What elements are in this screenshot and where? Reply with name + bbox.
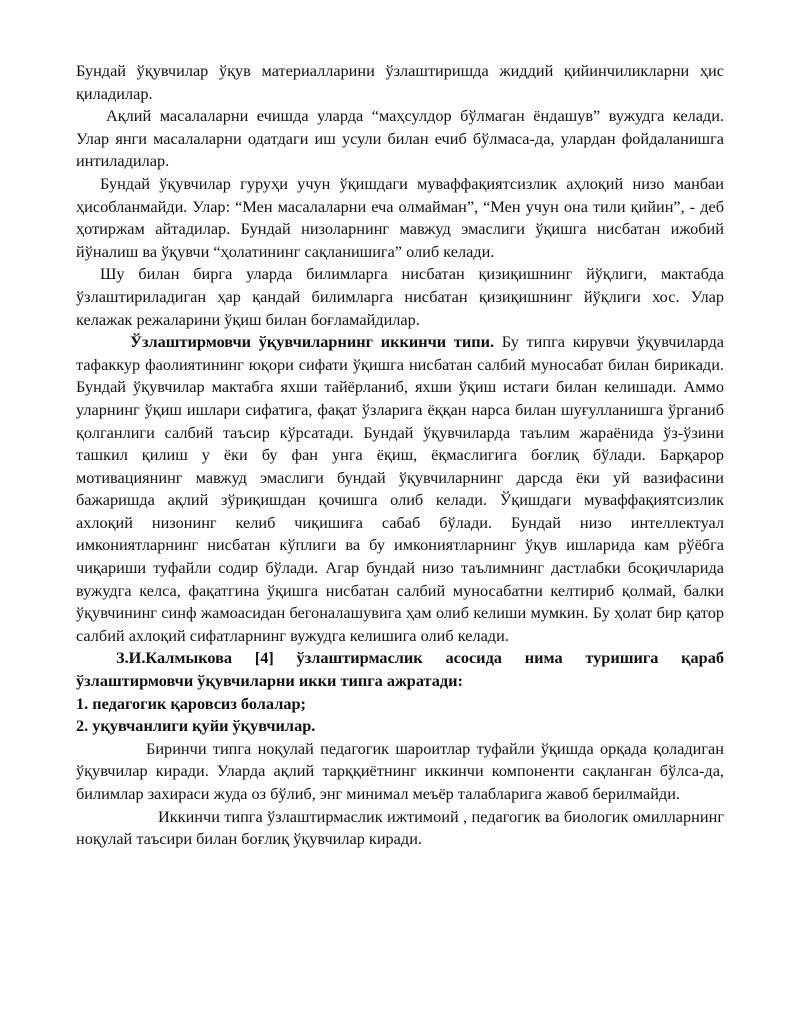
paragraph-3: Бундай ўқувчилар гуруҳи учун ўқишдаги муваффақиятсизлик аҳлоқий низо манбаи ҳисобланмайди. Улар: “Мен масалаларни еча олмайман”, “Мен учун она тили қийин”, - деб ҳотиржам айтадилар. Бундай низоларнинг мавжуд эмаслиги ўқишга нисбатан ижобий йўналиш ва ўқувчи “ҳолатининг сақланишига” олиб келади.	[76, 173, 724, 261]
list-item-1-text: 1. педагогик қаровсиз болалар;	[76, 693, 306, 713]
paragraph-5-text: Бу типга кирувчи ўқувчиларда тафаккур фаолиятининг юқори сифати ўқишга нисбатан салбий муносабат билан бирикади. Бундай ўқувчилар мактабга яхши тайёрланиб, яхши ўқиш истаги билан келишади. Аммо уларнинг ўқиш ишлари сифатига, фақат ўзларига ёққан нарса билан шуғулланишга ўрганиб қолганлиги салбий таъсир кўрсатади. Бундай ўқувчиларда таълим жараёнида ўз-ўзини ташкил қилиш у ёки бу фан унга ёқиш, ёқмаслигига боғлиқ бўлади. Барқарор мотивациянинг мавжуд эмаслиги бундай ўқувчиларнинг дарсда ёки уй вазифасини бажаришда ақлий зўриқишдан қочишга олиб келади. Ўқишдаги муваффақиятсизлик ахлоқий низонинг келиб чиқишига сабаб бўлади. Бундай низо интеллектуал имкониятларнинг нисбатан кўплиги ва бу имкониятларнинг ўқув ишларида кам рўёбга чиқариши туфайли содир бўлади. Агар бундай низо таълимнинг дастлабки бсоқичларида вужудга келса, фақатгина ўқишга нисбатан салбий муносабатни келтириб қолмай, балки ўқувчининг синф жамоасидан бегоналашувига ҳам олиб келиши мумкин. Бу ҳолат бир қатор салбий ахлоқий сифатларнинг вужудга келишига олиб келади.	[76, 332, 724, 645]
document-page	[76, 60, 724, 851]
paragraph-8: Иккинчи типга ўзлаштирмаслик ижтимоий , педагогик ва биологик омилларнинг ноқулай таъсири билан боғлиқ ўқувчилар киради.	[76, 806, 724, 849]
section-heading-second-type: Ўзлаштирмовчи ўқувчиларнинг иккинчи типи.	[130, 332, 495, 352]
paragraph-1: Бундай ўқувчилар ўқув материалларини ўзлаштиришда жиддий қийинчиликларни ҳис қиладилар.	[76, 61, 724, 103]
paragraph-5	[76, 331, 724, 647]
paragraph-6	[76, 647, 724, 692]
list-item-2-text: 2. уқувчанлиги қуйи ўқувчилар.	[76, 716, 316, 736]
paragraph-2: Ақлий масалаларни ечишда уларда “маҳсулдор бўлмаган ёндашув” вужудга келади. Улар янги масалаларни одатдаги иш усули билан ечиб бўлмаса-да, улардан фойдаланишга интиладилар.	[76, 106, 724, 171]
list-item-1	[76, 693, 724, 716]
classification-heading: З.И.Калмыкова [4] ўзлаштирмаслик асосида нима туришига қараб ўзлаштирмовчи ўқувчиларни икки типга ажратади:	[76, 648, 724, 691]
list-item-2	[76, 715, 724, 738]
paragraph-4: Шу билан бирга уларда билимларга нисбатан қизиқишнинг йўқлиги, мактабда ўзлаштириладиган ҳар қандай билимларга нисбатан қизиқишнинг йўқлиги хос. Улар келажак режаларини ўқиш билан боғламайдилар.	[76, 264, 724, 329]
paragraph-7: Биринчи типга ноқулай педагогик шароитлар туфайли ўқишда орқада қоладиган ўқувчилар киради. Уларда ақлий тарққиётнинг иккинчи компоненти сақланган бўлса-да, билимлар захираси жуда оз бўлиб, энг минимал меъёр талабларига жавоб берилмайди.	[76, 738, 724, 803]
